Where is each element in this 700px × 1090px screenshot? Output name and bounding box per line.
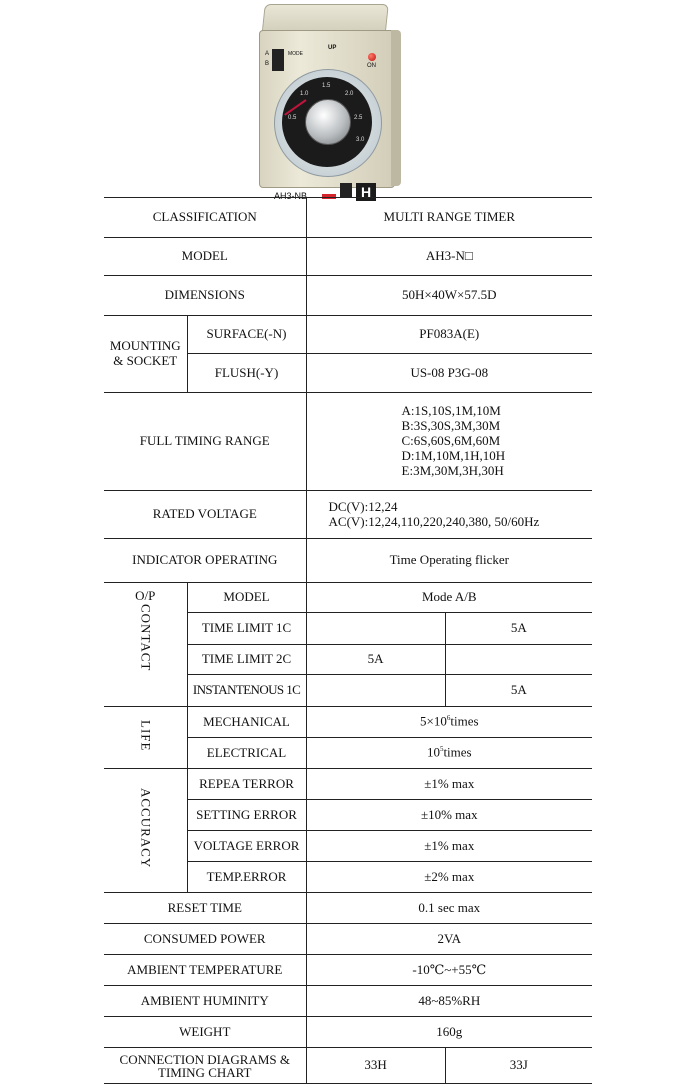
table-row <box>104 539 592 583</box>
rated-voltage-label: RATED VOLTAGE <box>104 491 306 539</box>
power-led-icon <box>368 53 376 61</box>
classification-value: MULTI RANGE TIMER <box>306 198 592 238</box>
mode-switch <box>272 49 284 71</box>
voltage-error-label: VOLTAGE ERROR <box>187 831 306 862</box>
setting-error-label: SETTING ERROR <box>187 800 306 831</box>
consumed-power-value: 2VA <box>306 924 592 955</box>
accuracy-vertical-label: ACCURACY <box>138 788 154 869</box>
table-row <box>104 491 592 539</box>
weight-label: WEIGHT <box>104 1017 306 1048</box>
contact-group <box>104 583 187 707</box>
table-row <box>104 276 592 316</box>
weight-value: 160g <box>306 1017 592 1048</box>
relay-side <box>391 30 401 186</box>
ambient-humidity-label: AMBIENT HUMINITY <box>104 986 306 1017</box>
model-label: AH3-NB <box>274 191 308 201</box>
timer-knob <box>305 99 351 145</box>
instantenous-1c-b: 5A <box>445 675 592 707</box>
indicator-value: Time Operating flicker <box>306 539 592 583</box>
time-limit-2c-label: TIME LIMIT 2C <box>187 645 306 675</box>
table-row <box>104 316 592 354</box>
cert-mark-icon <box>340 183 352 197</box>
dial-number: 2.5 <box>354 115 363 121</box>
op-label: O/P <box>135 588 156 603</box>
ambient-humidity-value: 48~85%RH <box>306 986 592 1017</box>
mechanical-label: MECHANICAL <box>187 707 306 738</box>
mode-word: MODE <box>288 51 303 57</box>
time-limit-1c-b: 5A <box>445 613 592 645</box>
mounting-label: MOUNTING & SOCKET <box>104 316 187 393</box>
instantenous-1c-a <box>306 675 445 707</box>
table-row <box>104 955 592 986</box>
model-label-cell: MODEL <box>104 238 306 276</box>
instantenous-1c-label: INSTANTENOUS 1C <box>187 675 306 707</box>
life-vertical-label: LIFE <box>138 719 154 752</box>
dimensions-label: DIMENSIONS <box>104 276 306 316</box>
consumed-power-label: CONSUMED POWER <box>104 924 306 955</box>
classification-label: CLASSIFICATION <box>104 198 306 238</box>
table-row <box>104 238 592 276</box>
indicator-label: INDICATOR OPERATING <box>104 539 306 583</box>
rated-voltage-values: DC(V):12,24 AC(V):12,24,110,220,240,380, 50/60Hz <box>306 491 592 539</box>
voltage-error-value: ±1% max <box>306 831 592 862</box>
electrical-value: $10^5times$ <box>306 738 592 769</box>
dial-number: 1.5 <box>322 83 331 89</box>
time-limit-2c-a: 5A <box>306 645 445 675</box>
contact-model-value: Mode A/B <box>306 583 592 613</box>
repeat-error-value: ±1% max <box>306 769 592 800</box>
temp-error-value: ±2% max <box>306 862 592 893</box>
ambient-temperature-label: AMBIENT TEMPERATURE <box>104 955 306 986</box>
diagram-33h: 33H <box>306 1048 445 1084</box>
dial-number: 1.0 <box>300 91 309 97</box>
ambient-temperature-value: -10℃~+55℃ <box>306 955 592 986</box>
accuracy-group <box>104 769 187 893</box>
table-row <box>104 1048 592 1084</box>
surface-label: SURFACE(-N) <box>187 316 306 354</box>
table-row <box>104 198 592 238</box>
relay-body <box>259 30 395 201</box>
spec-table <box>104 197 592 1084</box>
flush-label: FLUSH(-Y) <box>187 354 306 393</box>
table-row <box>104 769 592 800</box>
table-row <box>104 583 592 613</box>
table-row <box>104 893 592 924</box>
product-photo <box>255 4 400 201</box>
dial-number: 0.5 <box>288 115 297 121</box>
repeat-error-label: REPEA TERROR <box>187 769 306 800</box>
table-row <box>104 393 592 491</box>
mechanical-value: $5\times 10^6times$ <box>306 707 592 738</box>
up-label: UP <box>328 45 337 51</box>
on-label: ON <box>367 63 376 69</box>
dial-number: 2.0 <box>345 91 354 97</box>
table-row <box>104 707 592 738</box>
diagrams-label: CONNECTION DIAGRAMS & TIMING CHART <box>104 1048 306 1084</box>
dimensions-value: 50H×40W×57.5D <box>306 276 592 316</box>
setting-error-value: ±10% max <box>306 800 592 831</box>
diagram-33j: 33J <box>445 1048 592 1084</box>
time-limit-1c-a <box>306 613 445 645</box>
model-value: AH3-N□ <box>306 238 592 276</box>
table-row <box>104 1017 592 1048</box>
timing-range-label: FULL TIMING RANGE <box>104 393 306 491</box>
temp-error-label: TEMP.ERROR <box>187 862 306 893</box>
contact-vertical-label: CONTACT <box>138 603 154 672</box>
time-limit-2c-b <box>445 645 592 675</box>
contact-model-label: MODEL <box>187 583 306 613</box>
reset-time-label: RESET TIME <box>104 893 306 924</box>
timing-range-values: A:1S,10S,1M,10M B:3S,30S,3M,30M C:6S,60S,6M,60M D:1M,10M,1H,10H E:3M,30M,3H,30H <box>306 393 592 491</box>
flush-value: US-08 P3G-08 <box>306 354 592 393</box>
brand-logo: H <box>356 183 376 201</box>
life-group <box>104 707 187 769</box>
surface-value: PF083A(E) <box>306 316 592 354</box>
electrical-label: ELECTRICAL <box>187 738 306 769</box>
mode-a-label: A B <box>265 51 270 67</box>
table-row <box>104 986 592 1017</box>
time-limit-1c-label: TIME LIMIT 1C <box>187 613 306 645</box>
reset-time-value: 0.1 sec max <box>306 893 592 924</box>
table-row <box>104 924 592 955</box>
dial-number: 3.0 <box>356 137 365 143</box>
